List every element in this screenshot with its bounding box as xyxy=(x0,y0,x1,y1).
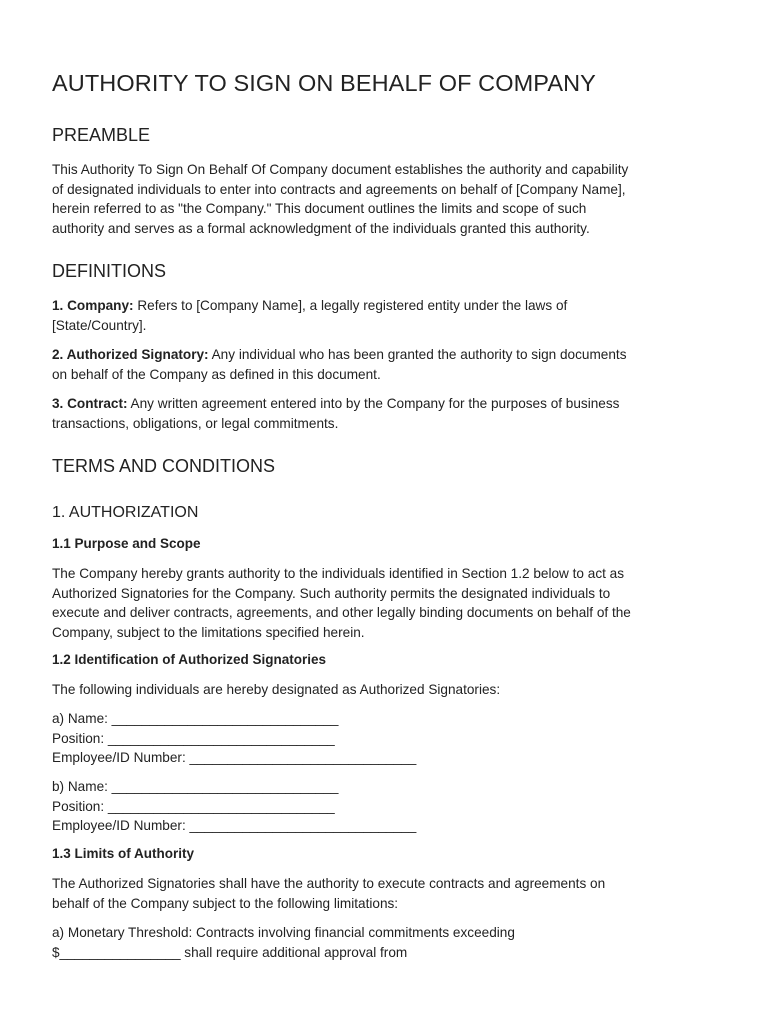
definition-contract xyxy=(52,394,619,433)
document-title: AUTHORITY TO SIGN ON BEHALF OF COMPANY xyxy=(52,70,596,96)
authorization-heading: 1. AUTHORIZATION xyxy=(52,504,199,521)
purpose-line: The Company hereby grants authority to the individuals identified in Section 1.2 below to act as xyxy=(52,566,625,581)
monetary-threshold xyxy=(52,923,515,962)
definition-line: transactions, obligations, or legal commitments. xyxy=(52,415,339,431)
preamble-heading: PREAMBLE xyxy=(52,125,151,145)
monetary-threshold-line: $________________ shall require additional approval from xyxy=(52,944,408,960)
definition-term: 3. Contract: xyxy=(52,396,128,411)
limits-intro xyxy=(52,874,605,913)
preamble-line: of designated individuals to enter into contracts and agreements on behalf of [Company Name], xyxy=(52,181,626,197)
definition-term: 2. Authorized Signatory: xyxy=(52,347,209,362)
definition-term: 1. Company: xyxy=(52,298,134,313)
preamble-line: authority and serves as a formal acknowledgment of the individuals granted this authority. xyxy=(52,220,590,236)
preamble-paragraph xyxy=(52,160,628,238)
purpose-scope-heading: 1.1 Purpose and Scope xyxy=(52,536,201,551)
preamble-line: This Authority To Sign On Behalf Of Company document establishes the authority and capability xyxy=(52,162,629,177)
monetary-threshold-line: a) Monetary Threshold: Contracts involving financial commitments exceeding xyxy=(52,925,515,940)
identification-heading: 1.2 Identification of Authorized Signatories xyxy=(52,652,327,667)
signatory-a-position-field: Position: ______________________________ xyxy=(52,730,335,746)
signatory-a-block xyxy=(52,709,416,768)
definition-line xyxy=(52,394,619,414)
limits-heading: 1.3 Limits of Authority xyxy=(52,846,195,861)
signatory-a-id-field: Employee/ID Number: ______________________________ xyxy=(52,750,417,766)
definitions-heading: DEFINITIONS xyxy=(52,261,167,281)
definition-line: [State/Country]. xyxy=(52,317,147,333)
purpose-line: Company, subject to the limitations specified herein. xyxy=(52,624,365,640)
signatory-b-id-field: Employee/ID Number: ______________________________ xyxy=(52,818,417,834)
definition-text: Refers to [Company Name], a legally registered entity under the laws of xyxy=(133,298,568,313)
signatory-a-name-field: a) Name: ______________________________ xyxy=(52,711,339,726)
purpose-line: execute and deliver contracts, agreements, and other legally binding documents on behalf of the xyxy=(52,605,631,621)
signatory-b-name-field: b) Name: ______________________________ xyxy=(52,779,339,794)
identification-intro-line: The following individuals are hereby designated as Authorized Signatories: xyxy=(52,682,501,697)
signatory-b-block xyxy=(52,777,416,836)
preamble-line: herein referred to as "the Company." This document outlines the limits and scope of such xyxy=(52,201,587,217)
identification-intro xyxy=(52,680,500,700)
limits-intro-line: The Authorized Signatories shall have the authority to execute contracts and agreements on xyxy=(52,876,606,891)
definition-authorized-signatory xyxy=(52,345,627,384)
definition-text: Any individual who has been granted the authority to sign documents xyxy=(208,347,627,362)
purpose-line: Authorized Signatories for the Company. Such authority permits the designated individuals to xyxy=(52,585,611,601)
definition-line: on behalf of the Company as defined in this document. xyxy=(52,366,381,382)
definition-line xyxy=(52,296,567,316)
purpose-scope-paragraph xyxy=(52,564,631,642)
signatory-b-position-field: Position: ______________________________ xyxy=(52,798,335,814)
definition-company xyxy=(52,296,567,335)
limits-intro-line: behalf of the Company subject to the following limitations: xyxy=(52,895,399,911)
definition-text: Any written agreement entered into by the Company for the purposes of business xyxy=(127,396,620,411)
terms-heading: TERMS AND CONDITIONS xyxy=(52,456,276,476)
definition-line xyxy=(52,345,627,365)
